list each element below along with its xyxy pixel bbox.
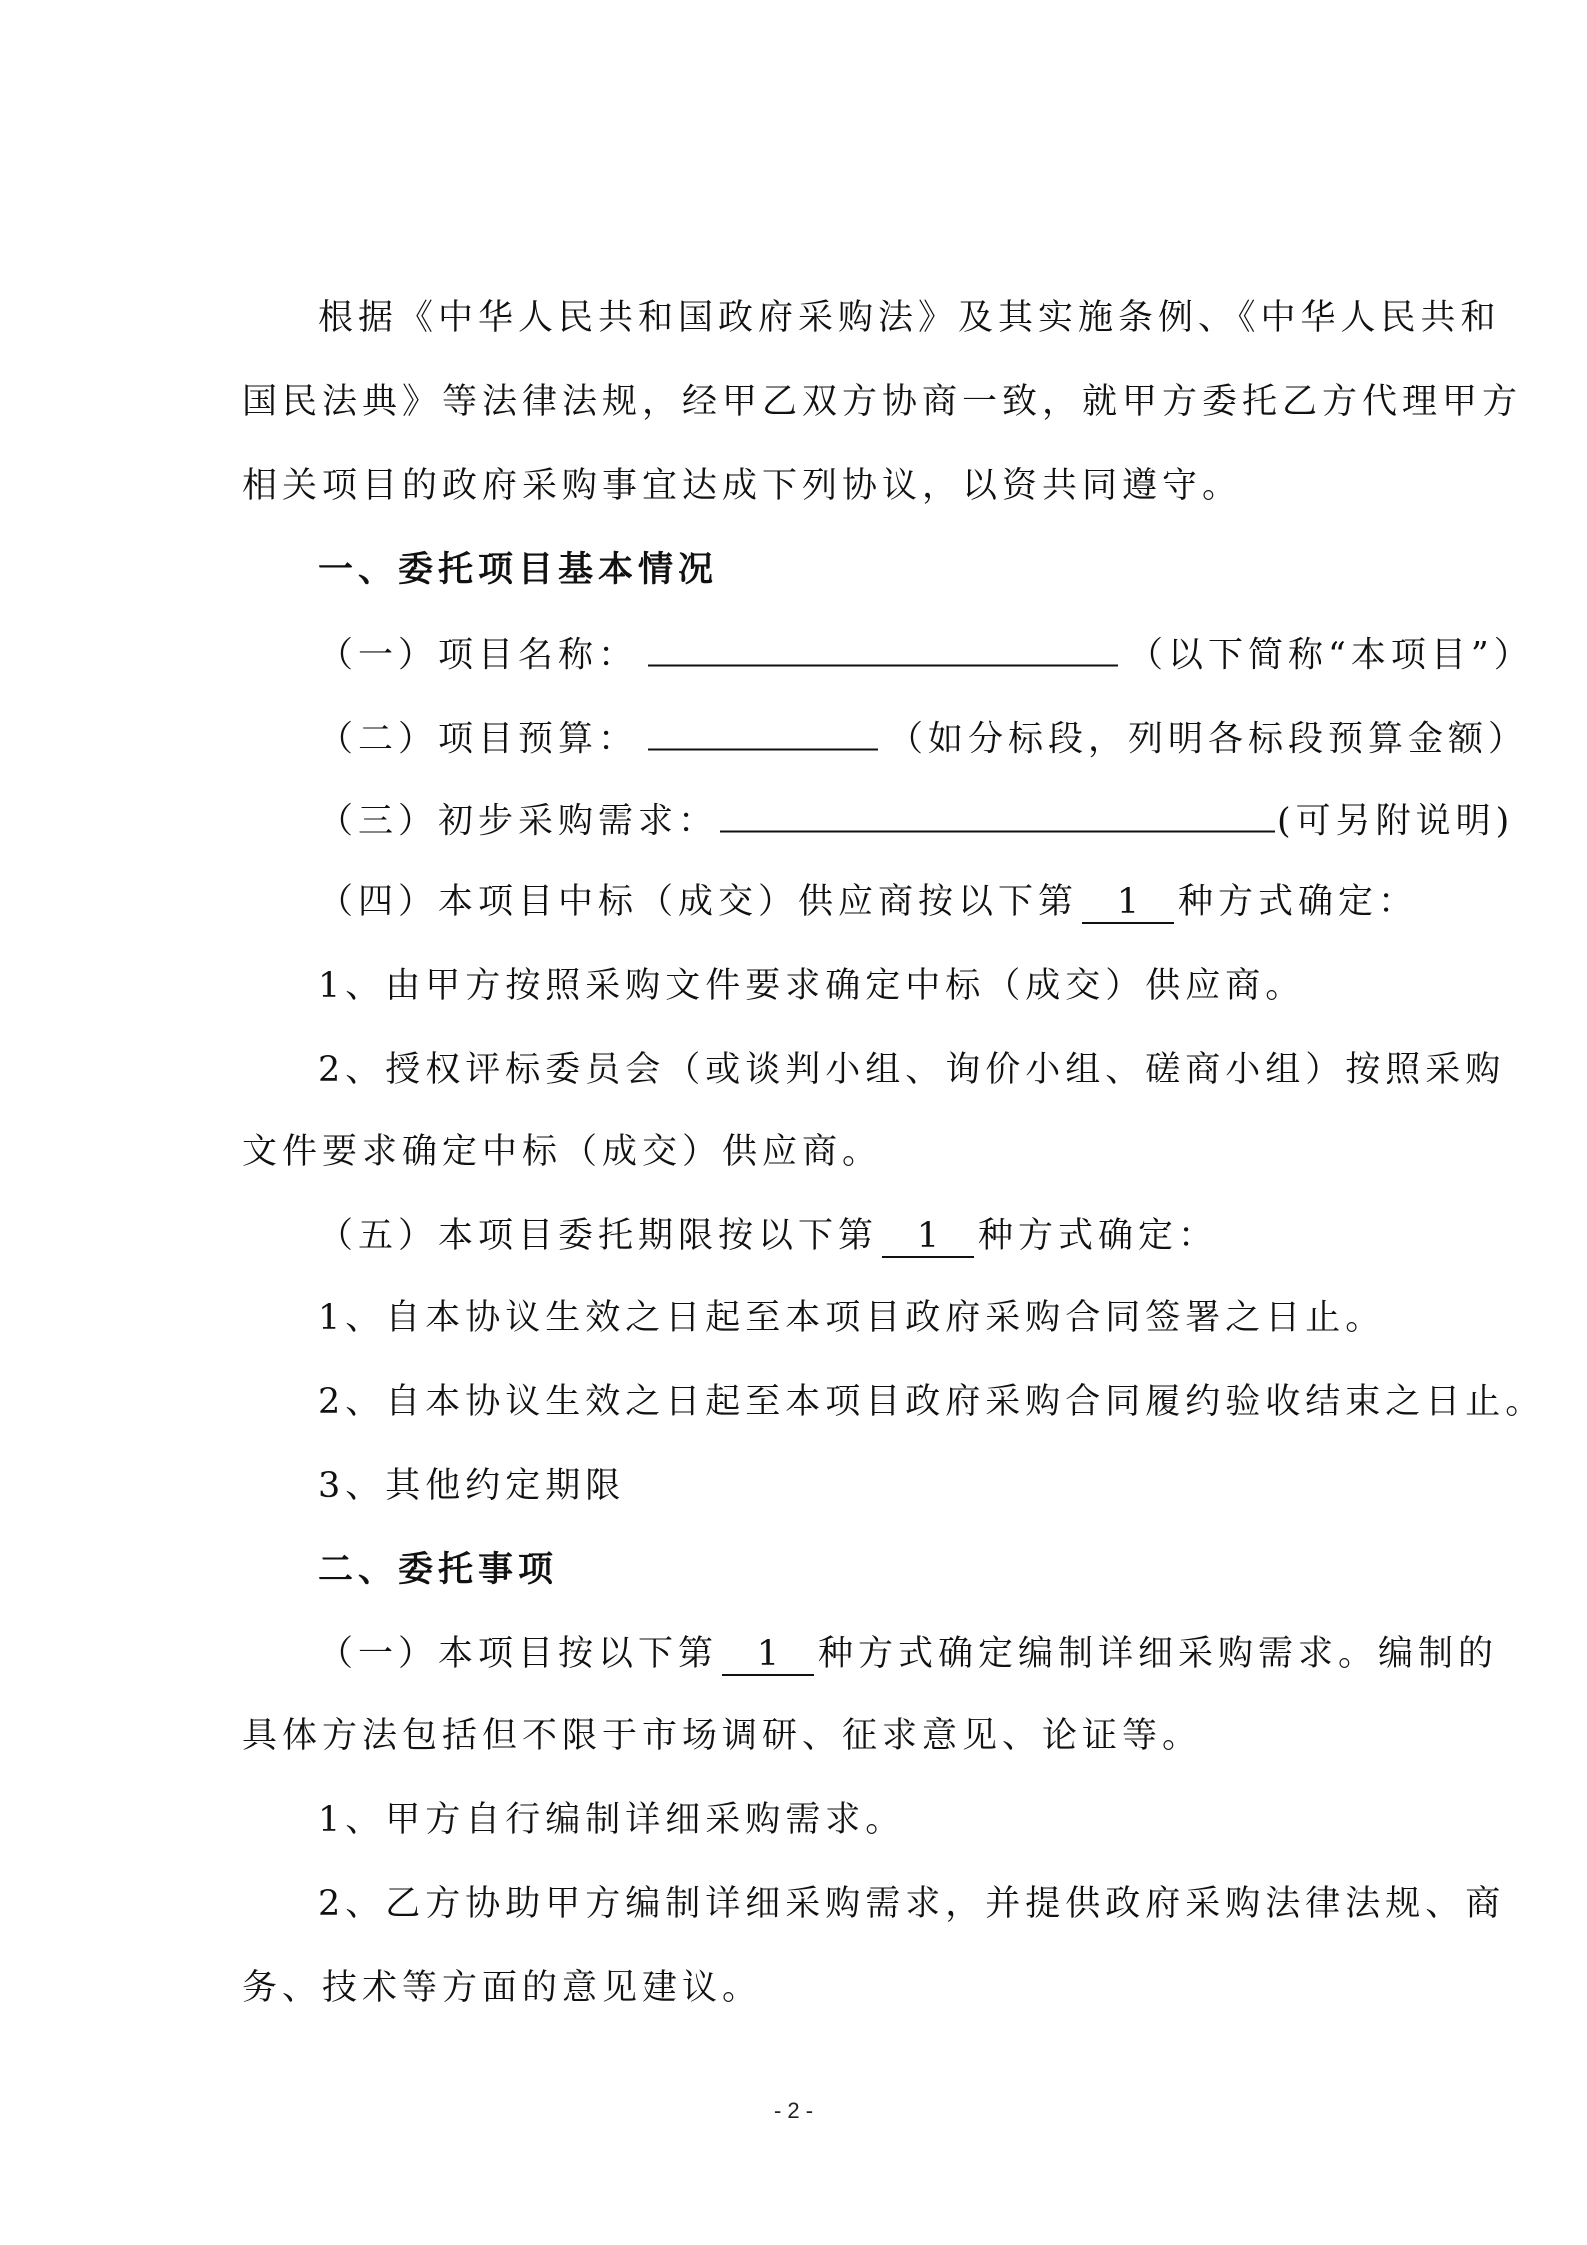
term-option-1: 1、自本协议生效之日起至本项目政府采购合同签署之日止。	[318, 1298, 1386, 1338]
section-2-heading: 二、委托事项	[318, 1549, 559, 1590]
procurement-requirement-label: （三）初步采购需求：	[318, 801, 719, 842]
term-method-row	[318, 1212, 1452, 1260]
page-number: - 2 -	[773, 2098, 814, 2123]
project-name-note: （以下简称“本项目”）	[1128, 635, 1534, 676]
term-method-choice[interactable]: 1	[882, 1216, 974, 1258]
procurement-requirement-blank[interactable]	[720, 791, 1275, 833]
requirement-method-line-2: 具体方法包括但不限于市场调研、征求意见、论证等。	[242, 1716, 1203, 1756]
procurement-requirement-row	[318, 791, 1515, 846]
requirement-option-2-line-2: 务、技术等方面的意见建议。	[242, 1968, 763, 2008]
project-budget-blank[interactable]	[648, 709, 878, 751]
supplier-option-2-line-1: 2、授权评标委员会（或谈判小组、询价小组、磋商小组）按照采购	[318, 1050, 1506, 1090]
project-name-label: （一）项目名称：	[318, 635, 639, 676]
project-name-row	[318, 625, 1534, 680]
supplier-method-suffix: 种方式确定：	[1178, 882, 1419, 922]
requirement-method-suffix: 种方式确定编制详细采购需求。编制的	[818, 1634, 1499, 1674]
supplier-method-choice[interactable]: 1	[1082, 882, 1174, 924]
requirement-option-1: 1、甲方自行编制详细采购需求。	[318, 1800, 906, 1840]
supplier-method-prefix: （四）本项目中标（成交）供应商按以下第	[318, 882, 1079, 922]
requirement-method-prefix: （一）本项目按以下第	[318, 1634, 719, 1674]
requirement-option-2-line-1: 2、乙方协助甲方编制详细采购需求，并提供政府采购法律法规、商	[318, 1884, 1506, 1924]
supplier-method-row	[318, 878, 1452, 926]
term-method-suffix: 种方式确定：	[978, 1216, 1219, 1256]
procurement-requirement-note: (可另附说明)	[1277, 801, 1515, 842]
project-budget-note: （如分标段，列明各标段预算金额）	[888, 719, 1529, 760]
term-method-prefix: （五）本项目委托期限按以下第	[318, 1216, 879, 1256]
requirement-method-row	[318, 1630, 1499, 1678]
project-budget-label: （二）项目预算：	[318, 719, 639, 760]
project-budget-row	[318, 709, 1529, 764]
project-name-blank[interactable]	[648, 625, 1118, 667]
term-option-3: 3、其他约定期限	[318, 1466, 626, 1506]
supplier-option-1: 1、由甲方按照采购文件要求确定中标（成交）供应商。	[318, 966, 1306, 1006]
requirement-method-choice[interactable]: 1	[722, 1634, 814, 1676]
intro-paragraph-line-3: 相关项目的政府采购事宜达成下列协议，以资共同遵守。	[242, 466, 1243, 506]
intro-paragraph-line-2: 国民法典》等法律法规，经甲乙双方协商一致，就甲方委托乙方代理甲方	[242, 382, 1523, 422]
section-1-heading: 一、委托项目基本情况	[318, 549, 719, 590]
term-option-2: 2、自本协议生效之日起至本项目政府采购合同履约验收结束之日止。	[318, 1382, 1546, 1422]
supplier-option-2-line-2: 文件要求确定中标（成交）供应商。	[242, 1132, 883, 1172]
intro-paragraph-line-1: 根据《中华人民共和国政府采购法》及其实施条例、《中华人民共和	[318, 298, 1501, 338]
